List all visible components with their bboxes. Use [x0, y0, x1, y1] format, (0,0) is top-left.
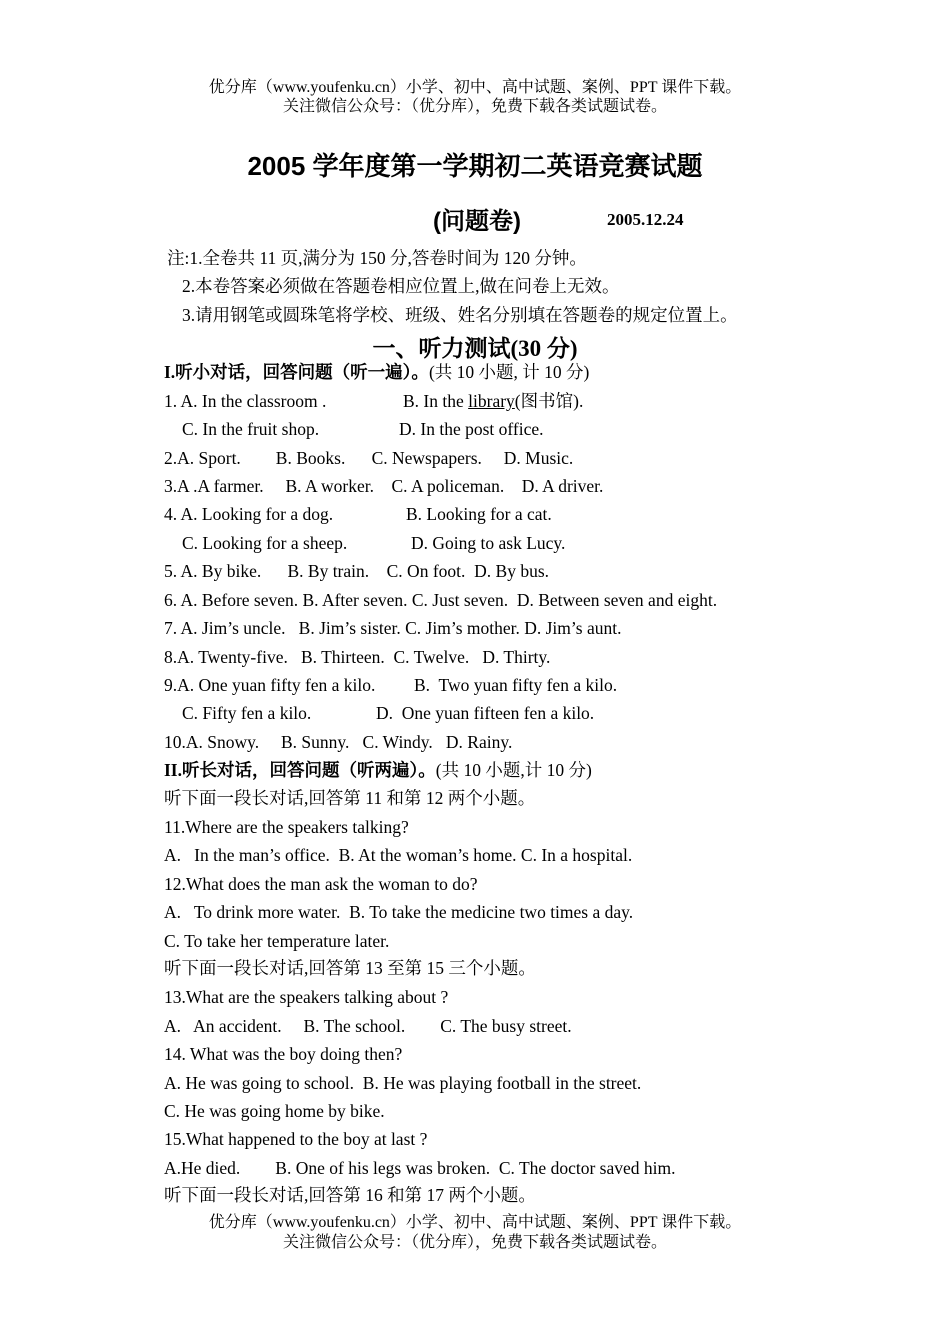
long-line-6: C. To take her temperature later.	[164, 931, 390, 951]
q4-option-b: B. Looking for a cat.	[406, 504, 552, 524]
q10: 10.A. Snowy. B. Sunny. C. Windy. D. Rainy.	[164, 732, 513, 752]
q4-option-d: D. Going to ask Lucy.	[411, 533, 566, 553]
q4-option-c: C. Looking for a sheep.	[182, 533, 348, 553]
page-subtitle: (问题卷)	[433, 208, 521, 235]
q3: 3.A .A farmer. B. A worker. C. A policeman. D. A driver.	[164, 476, 604, 496]
note-1: 注:1.全卷共 11 页,满分为 150 分,答卷时间为 120 分钟。	[167, 248, 587, 268]
q6: 6. A. Before seven. B. After seven. C. Just seven. D. Between seven and eight.	[164, 590, 718, 610]
long-line-11: A. He was going to school. B. He was playing football in the street.	[164, 1073, 642, 1093]
q1-option-d: D. In the post office.	[399, 419, 544, 439]
note-2: 2.本卷答案必须做在答题卷相应位置上,做在问卷上无效。	[182, 276, 620, 296]
long-line-13: 15.What happened to the boy at last ?	[164, 1129, 428, 1149]
header-line-2: 关注微信公众号：（优分库），免费下载各类试题试卷。	[282, 98, 667, 115]
q1-option-b	[403, 390, 583, 412]
long-line-14: A.He died. B. One of his legs was broken. C. The doctor saved him.	[164, 1158, 676, 1178]
part-1-heading	[164, 361, 589, 383]
q1-b-prefix: B. In the	[403, 391, 469, 411]
long-line-9: A. An accident. B. The school. C. The busy street.	[164, 1016, 572, 1036]
long-line-7: 听下面一段长对话,回答第 13 至第 15 三个小题。	[164, 958, 536, 978]
long-line-10: 14. What was the boy doing then?	[164, 1044, 403, 1064]
section-heading: 一、听力测试(30 分)	[372, 336, 578, 361]
part-2-info: (共 10 小题,计 10 分)	[435, 760, 592, 780]
long-line-4: 12.What does the man ask the woman to do?	[164, 874, 478, 894]
long-line-3: A. In the man’s office. B. At the woman’s home. C. In a hospital.	[164, 845, 633, 865]
q8: 8.A. Twenty-five. B. Thirteen. C. Twelve. D. Thirty.	[164, 647, 551, 667]
q9-option-c: C. Fifty fen a kilo.	[182, 703, 312, 723]
q9-option-d: D. One yuan fifteen fen a kilo.	[376, 703, 595, 723]
q5: 5. A. By bike. B. By train. C. On foot. D. By bus.	[164, 561, 550, 581]
q4-option-a: 4. A. Looking for a dog.	[164, 504, 334, 524]
q1-option-c: C. In the fruit shop.	[182, 419, 320, 439]
header-line-1: 优分库（www.youfenku.cn）小学、初中、高中试题、案例、PPT 课件下载。	[208, 79, 742, 96]
exam-date: 2005.12.24	[607, 210, 684, 229]
q9-option-a: 9.A. One yuan fifty fen a kilo.	[164, 675, 376, 695]
q7: 7. A. Jim’s uncle. B. Jim’s sister. C. Jim’s mother. D. Jim’s aunt.	[164, 618, 622, 638]
q9-option-b: B. Two yuan fifty fen a kilo.	[414, 675, 618, 695]
long-line-15: 听下面一段长对话,回答第 16 和第 17 两个小题。	[164, 1185, 536, 1205]
long-line-12: C. He was going home by bike.	[164, 1101, 385, 1121]
long-line-8: 13.What are the speakers talking about ?	[164, 987, 449, 1007]
page-title: 2005 学年度第一学期初二英语竞赛试题	[247, 151, 703, 181]
part-2-heading	[164, 759, 592, 781]
note-3: 3.请用钢笔或圆珠笔将学校、班级、姓名分别填在答题卷的规定位置上。	[182, 305, 738, 325]
q2: 2.A. Sport. B. Books. C. Newspapers. D. Music.	[164, 448, 574, 468]
q1-option-a: 1. A. In the classroom .	[164, 391, 327, 411]
footer-line-2: 关注微信公众号：（优分库），免费下载各类试题试卷。	[282, 1234, 667, 1251]
long-line-1: 听下面一段长对话,回答第 11 和第 12 两个小题。	[164, 788, 536, 808]
part-1-title: I.听小对话，回答问题（听一遍）。	[164, 362, 429, 382]
long-line-2: 11.Where are the speakers talking?	[164, 817, 409, 837]
footer-line-1: 优分库（www.youfenku.cn）小学、初中、高中试题、案例、PPT 课件下载。	[208, 1214, 742, 1231]
part-1-info: (共 10 小题, 计 10 分)	[428, 362, 590, 382]
q1-b-suffix: (图书馆).	[514, 391, 584, 411]
q1-b-word: library	[468, 391, 515, 411]
long-line-5: A. To drink more water. B. To take the medicine two times a day.	[164, 902, 634, 922]
part-2-title: II.听长对话，回答问题（听两遍）。	[164, 760, 436, 780]
